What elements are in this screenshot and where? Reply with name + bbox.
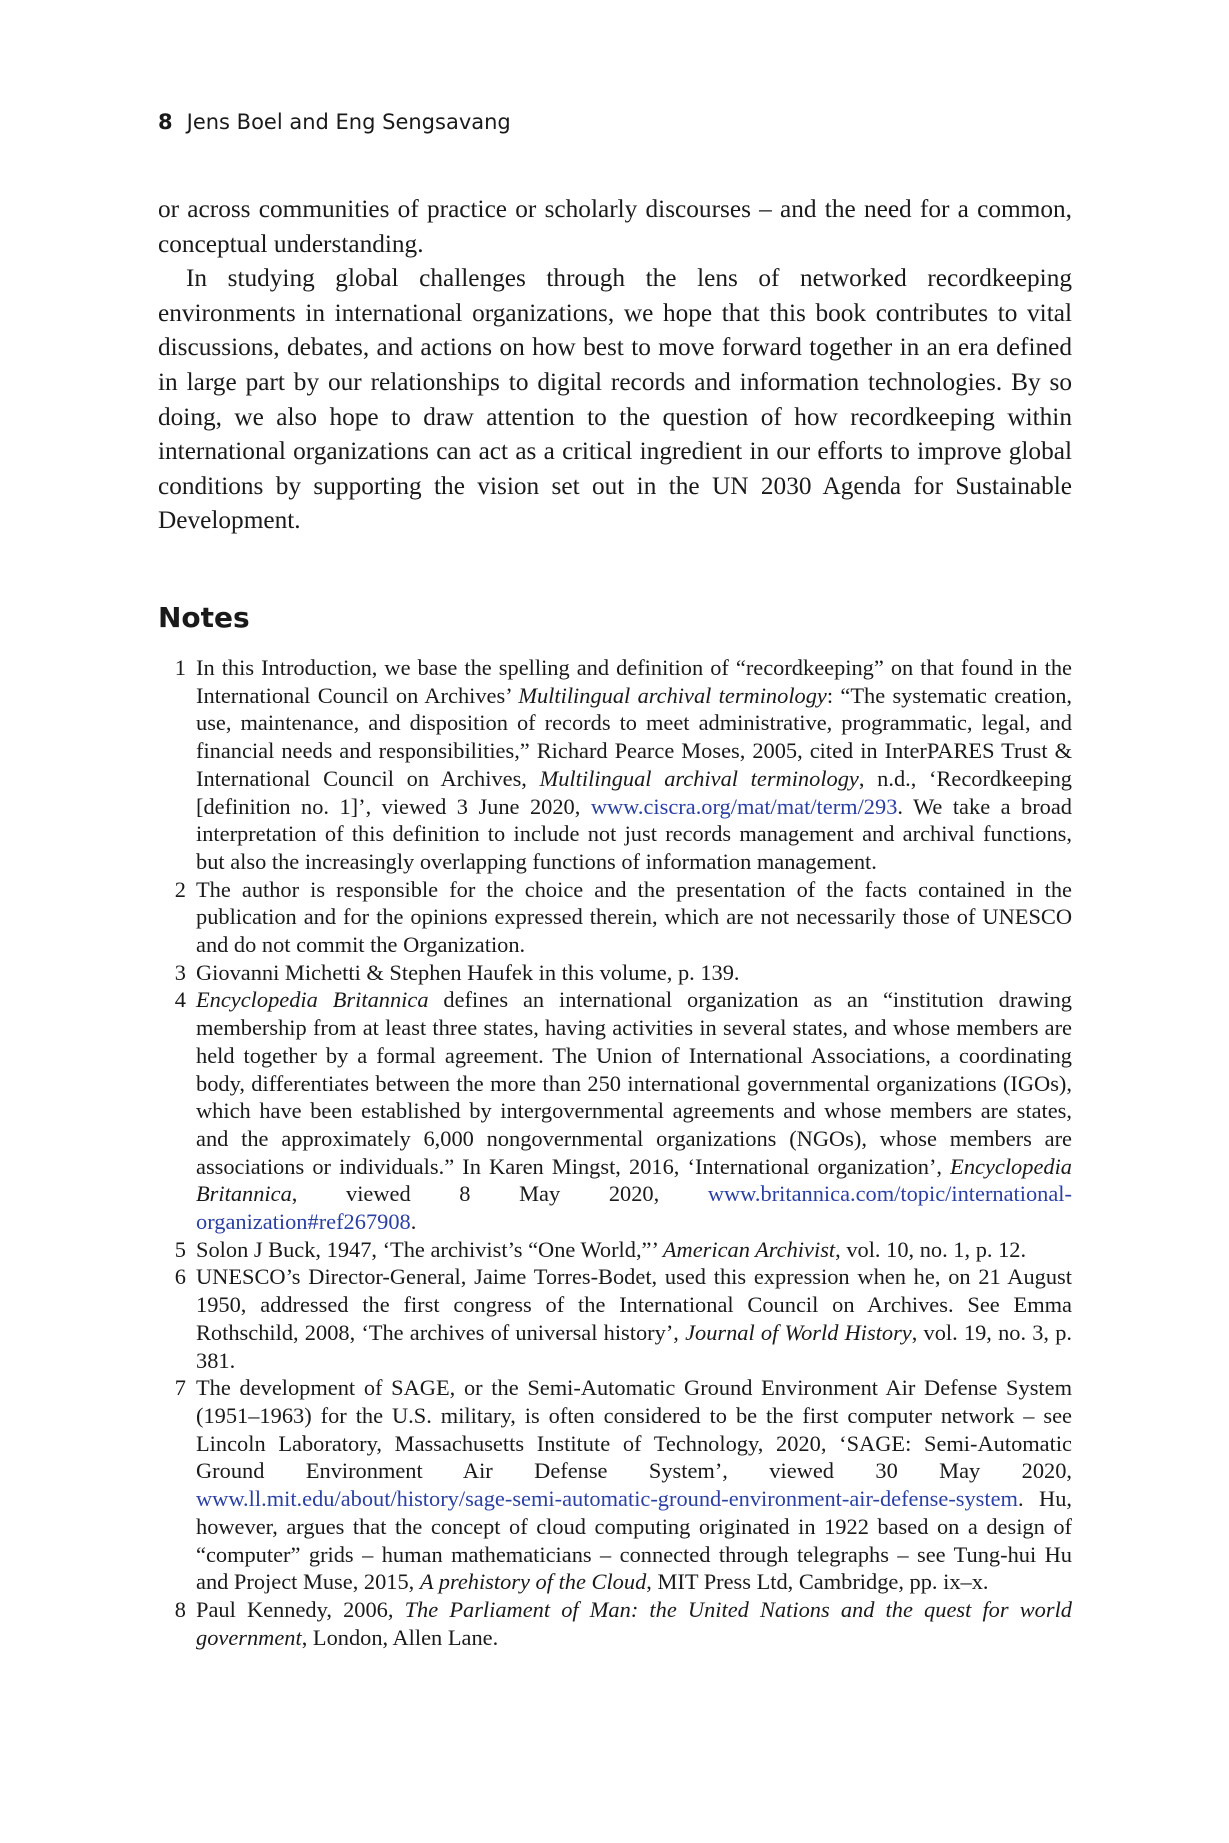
note-link[interactable]: www.britannica.com/topic/international-organization#ref267908 [196,1181,1072,1235]
note-link[interactable]: www.ll.mit.edu/about/history/sage-semi-automatic-ground-environment-air-defense-system [196,1486,1018,1512]
note-text: The development of SAGE, or the Semi-Automatic Ground Environment Air Defense System (1951–1963) for the U.S. military, is often considered to be the first computer network – see Lincoln Laboratory, Massachusetts Institute of Technology, 2020, ‘SAGE: Semi-Automatic Ground Environment Air Defense System’, viewed 30 May 2020, www.ll.mit.edu/about/history/sage-semi-automatic-ground-environment-air-defense-system. Hu, however, argues that the concept of cloud computing originated in 1922 based on a design of “computer” grids – human mathematicians – connected through telegraphs – see Tung-hui Hu and Project Muse, 2015, A prehistory of the Cloud, MIT Press Ltd, Cambridge, pp. ix–x. [196,1375,1072,1595]
italic-title: Encyclopedia Britannica [196,987,429,1013]
note-number: 2 [174,876,186,902]
italic-title: Multilingual archival terminology [539,765,859,791]
italic-title: Journal of World History [685,1319,912,1345]
note-text: The author is responsible for the choice and the presentation of the facts contained in the publication and for the opinions expressed therein, which are not necessarily those of UNESCO and do not commit the Organization. [196,876,1072,958]
note-text: Encyclopedia Britannica defines an international organization as an “institution drawing membership from at least three states, having activities in several states, and whose members are held together by a formal agreement. The Union of International Associations, a coordinating body, differentiates between the more than 250 international governmental organizations (IGOs), which have been established by intergovernmental agreements and whose members are states, and the approximately 6,000 nongovernmental organizations (NGOs), whose members are associations or individuals.” In Karen Mingst, 2016, ‘International organization’, Encyclopedia Britannica, viewed 8 May 2020, www.britannica.com/topic/international-organization#ref267908. [196,987,1072,1235]
note-item [158,1236,1072,1264]
note-text: Giovanni Michetti & Stephen Haufek in this volume, p. 139. [196,959,740,985]
note-item [158,1596,1072,1651]
running-header-authors: Jens Boel and Eng Sengsavang [186,110,511,134]
note-number: 7 [174,1375,186,1401]
italic-title: American Archivist [662,1236,836,1262]
note-text: Solon J Buck, 1947, ‘The archivist’s “One World,”’ American Archivist, vol. 10, no. 1, p. 12. [196,1236,1027,1262]
note-number: 8 [174,1596,186,1622]
body-text [158,192,1072,538]
note-item [158,1374,1072,1596]
note-number: 4 [174,987,186,1013]
italic-title: Encyclopedia Britannica [196,1153,1072,1207]
italic-title: Multilingual archival terminology [518,682,827,708]
note-item [158,986,1072,1235]
note-text: Paul Kennedy, 2006, The Parliament of Man: the United Nations and the quest for world government, London, Allen Lane. [196,1596,1072,1650]
running-header [158,110,511,134]
note-number: 5 [174,1236,186,1262]
note-text: In this Introduction, we base the spelling and definition of “recordkeeping” on that found in the International Council on Archives’ Multilingual archival terminology: “The systematic creation, use, maintenance, and disposition of records to meet administrative, programmatic, legal, and financial needs and responsibilities,” Richard Pearce Moses, 2005, cited in InterPARES Trust & International Council on Archives, Multilingual archival terminology, n.d., ‘Recordkeeping [definition no. 1]’, viewed 3 June 2020, www.ciscra.org/mat/mat/term/293. We take a broad interpretation of this definition to include not just records management and archival functions, but also the increasingly overlapping functions of information management. [196,655,1073,874]
body-paragraph: or across communities of practice or scholarly discourses – and the need for a common, conceptual understanding. [158,195,1072,258]
note-item [158,876,1072,959]
note-number: 1 [174,655,186,680]
note-item [158,959,1072,987]
note-number: 6 [174,1264,186,1290]
note-link[interactable]: www.ciscra.org/mat/mat/term/293 [590,793,898,819]
italic-title: The Parliament of Man: the United Nations and the quest for world government [196,1596,1072,1650]
body-paragraph: In studying global challenges through the lens of networked recordkeeping environments in international organizations, we hope that this book contributes to vital discussions, debates, and actions on how best to move forward together in an era defined in large part by our relationships to digital records and information technologies. By so doing, we also hope to draw attention to the question of how recordkeeping within international organizations can act as a critical ingredient in our efforts to improve global conditions by supporting the vision set out in the UN 2030 Agenda for Sustainable Development. [158,264,1072,535]
italic-title: A prehistory of the Cloud [419,1569,647,1595]
note-number: 3 [174,959,186,985]
note-item [158,1263,1072,1374]
note-item [158,654,1072,876]
notes-list [158,654,1072,1651]
page-number: 8 [158,110,173,134]
notes-heading: Notes [158,601,250,634]
note-text: UNESCO’s Director-General, Jaime Torres-Bodet, used this expression when he, on 21 August 1950, addressed the first congress of the International Council on Archives. See Emma Rothschild, 2008, ‘The archives of universal history’, Journal of World History, vol. 19, no. 3, p. 381. [196,1264,1072,1373]
